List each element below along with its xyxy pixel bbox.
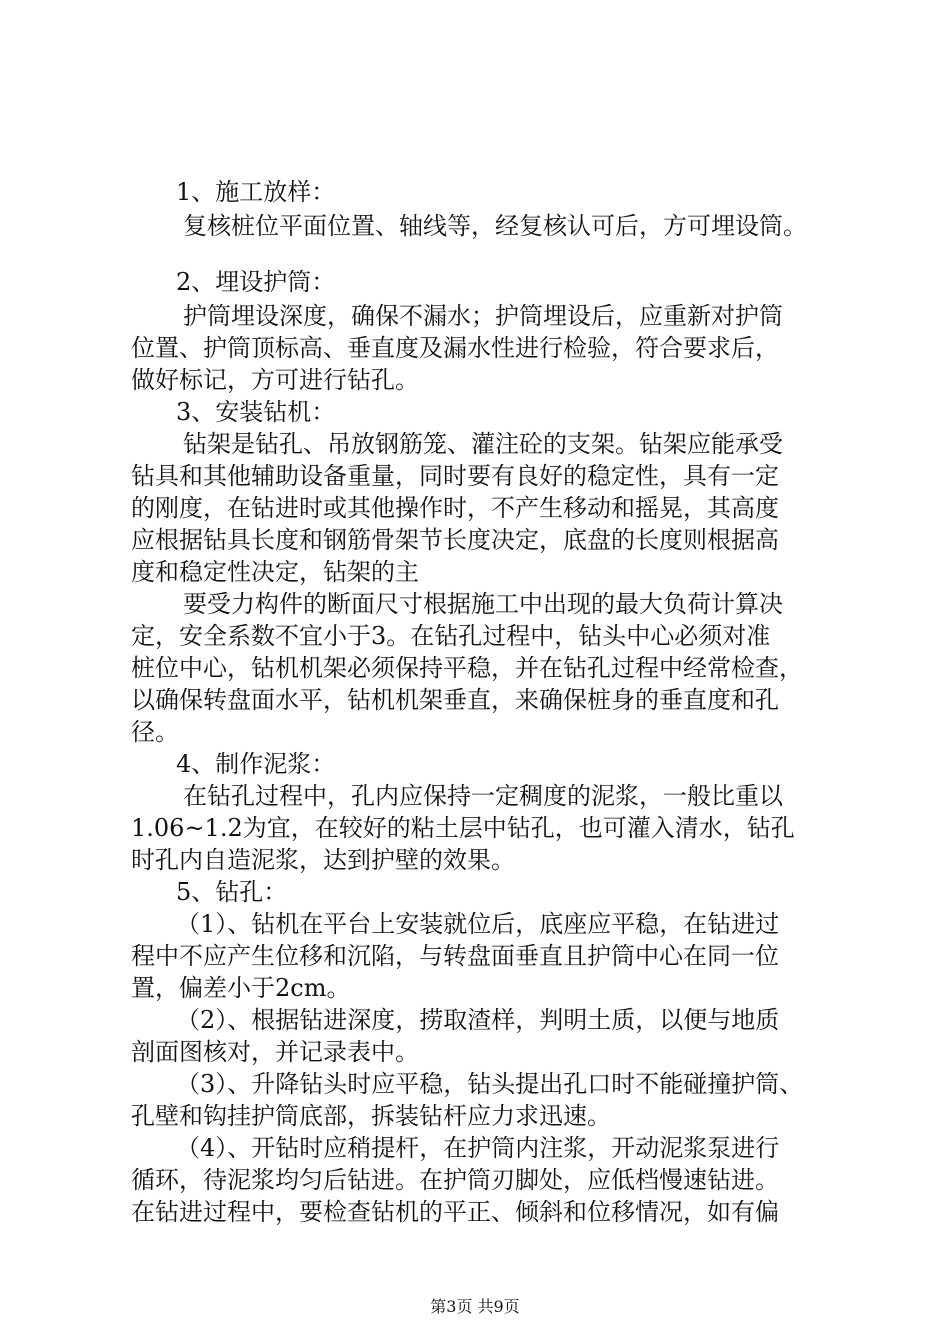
paragraph-line: 置，偏差小于2cm。 [131,974,351,1002]
paragraph-line: 位置、护筒顶标高、垂直度及漏水性进行检验，符合要求后， [131,334,779,362]
paragraph-line: 时孔内自造泥浆，达到护壁的效果。 [131,846,515,874]
heading-3: 3、安装钻机： [176,398,336,426]
paragraph-line: 应根据钻具长度和钢筋骨架节长度决定，底盘的长度则根据高 [131,526,779,554]
paragraph-line: 做好标记，方可进行钻孔。 [131,366,419,394]
page-number-footer: 第3页 共9页 [430,1297,520,1316]
paragraph-line: 1.06~1.2为宜，在较好的粘土层中钻孔，也可灌入清水，钻孔 [131,814,795,842]
paragraph-line: 桩位中心，钻机机架必须保持平稳，并在钻孔过程中经常检查， [131,654,803,682]
paragraph-line: 复核桩位平面位置、轴线等，经复核认可后，方可埋设筒。 [183,212,807,240]
heading-2: 2、埋设护筒： [176,268,336,296]
paragraph-line: 循环，待泥浆均匀后钻进。在护筒刃脚处，应低档慢速钻进。 [131,1166,779,1194]
heading-1: 1、施工放样： [176,178,336,206]
paragraph-line: （3）、升降钻头时应平稳，钻头提出孔口时不能碰撞护筒、 [176,1070,804,1098]
paragraph-line: 度和稳定性决定，钻架的主 [131,558,419,586]
paragraph-line: 孔壁和钩挂护筒底部，拆装钻杆应力求迅速。 [131,1102,611,1130]
paragraph-line: 在钻孔过程中，孔内应保持一定稠度的泥浆，一般比重以 [183,782,783,810]
paragraph-line: 在钻进过程中，要检查钻机的平正、倾斜和位移情况，如有偏 [131,1198,779,1226]
paragraph-line: 定，安全系数不宜小于3。在钻孔过程中，钻头中心必须对准 [131,622,771,650]
heading-5: 5、钻孔： [176,878,288,906]
paragraph-line: 护筒埋设深度，确保不漏水；护筒埋设后，应重新对护筒 [183,302,783,330]
paragraph-line: 剖面图核对，并记录表中。 [131,1038,419,1066]
heading-4: 4、制作泥浆： [176,750,336,778]
paragraph-line: （2）、根据钻进深度，捞取渣样，判明土质，以便与地质 [176,1006,780,1034]
paragraph-line: 钻架是钻孔、吊放钢筋笼、灌注砼的支架。钻架应能承受 [183,430,783,458]
paragraph-line: 钻具和其他辅助设备重量，同时要有良好的稳定性，具有一定 [131,462,779,490]
paragraph-line: 要受力构件的断面尺寸根据施工中出现的最大负荷计算决 [183,590,783,618]
paragraph-line: （1）、钻机在平台上安装就位后，底座应平稳，在钻进过 [176,910,780,938]
paragraph-line: 径。 [131,718,179,746]
paragraph-line: 程中不应产生位移和沉陷，与转盘面垂直且护筒中心在同一位 [131,942,779,970]
paragraph-line: 的刚度，在钻进时或其他操作时，不产生移动和摇晃，其高度 [131,494,779,522]
paragraph-line: 以确保转盘面水平，钻机机架垂直，来确保桩身的垂直度和孔 [131,686,779,714]
paragraph-line: （4）、开钻时应稍提杆，在护筒内注浆，开动泥浆泵进行 [176,1134,780,1162]
